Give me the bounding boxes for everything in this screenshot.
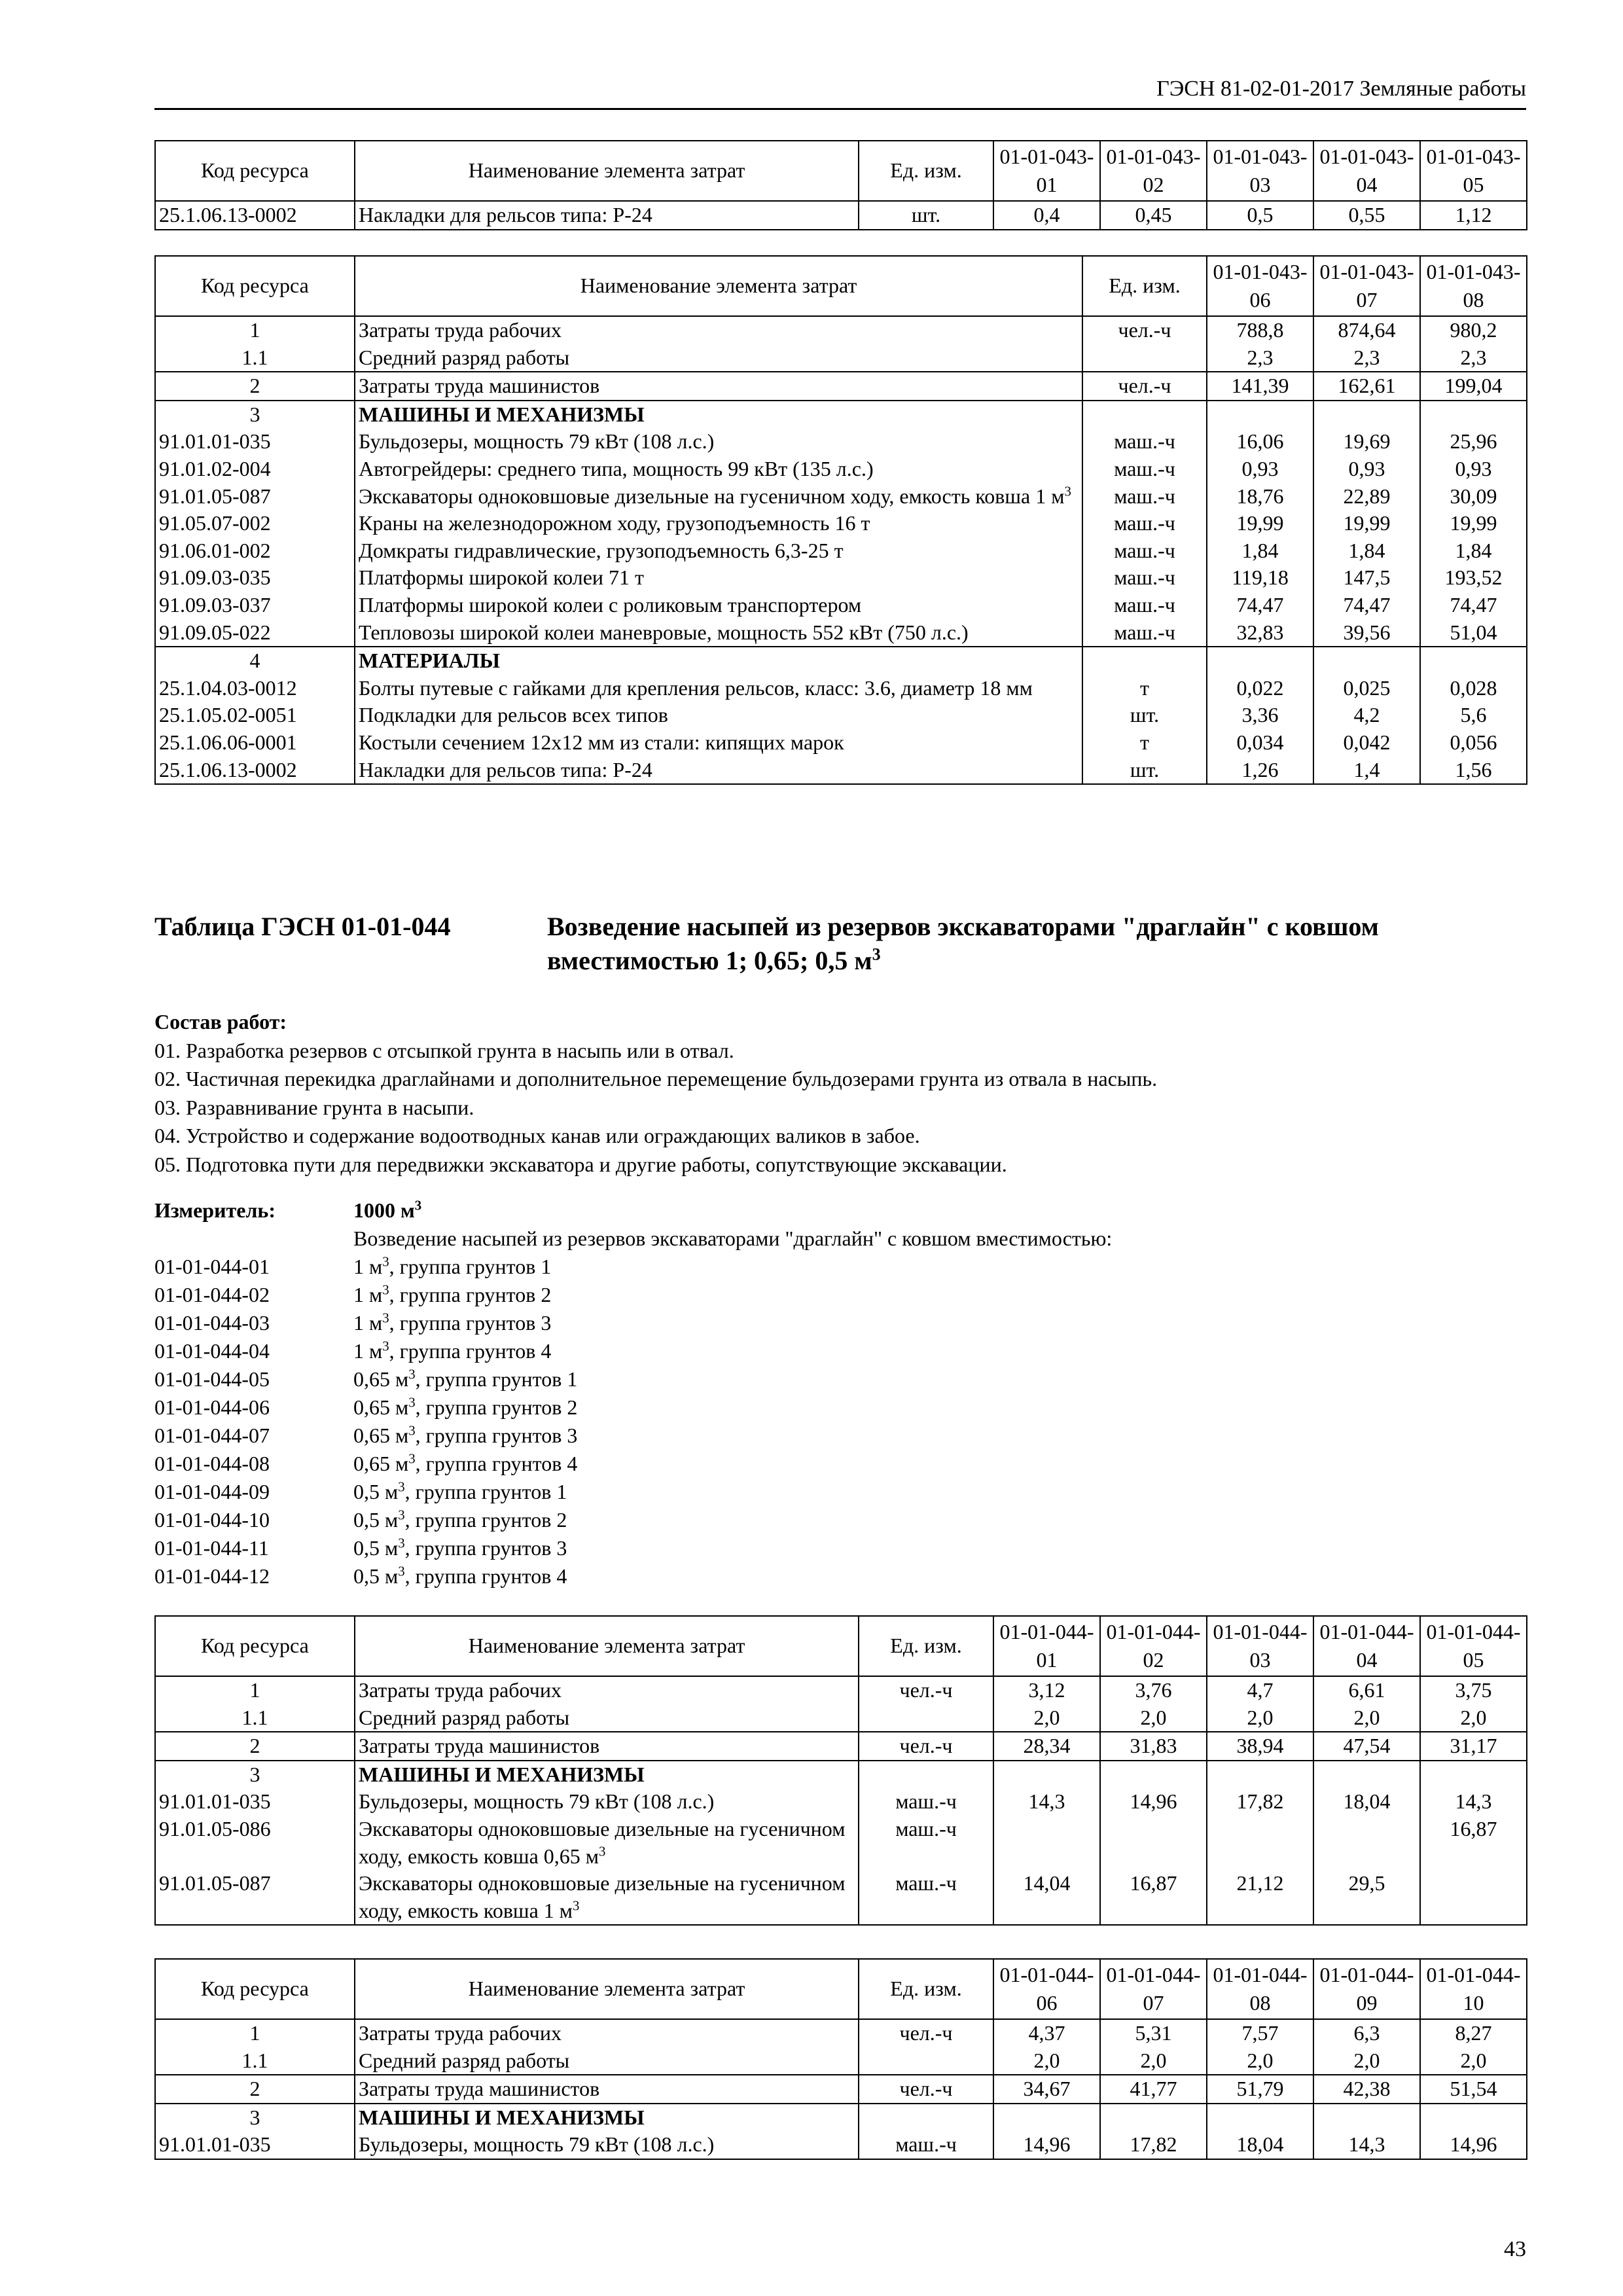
col-header: Ед. изм. [859,141,993,201]
section-row: 3 МАШИНЫ И МЕХАНИЗМЫ [155,401,1527,429]
composition-item: 04. Устройство и содержание водоотводных канав или ограждающих валиков в забое. [154,1124,920,1147]
table-row: 1 Затраты труда рабочих чел.-ч 788,8 874,64 980,2 [155,316,1527,344]
table-row: 25.1.06.06-0001 Костыли сечением 12х12 мм из стали: кипящих марок т 0,034 0,042 0,056 [155,729,1527,757]
table-title-label: Таблица ГЭСН 01-01-044 [154,912,451,941]
meter-section: Измеритель: 1000 $м^3$ Возведение насыпей из резервов экскаваторами "драглайн" с ковшом вместимостью: 01-01-044-01 1 $м^3$, группа грунтов 1 01-01-044-02 1 $м^3$, группа грунтов 2 01-01-044-03 1 $м^3$, группа грунтов 3 01-01-044-04 1 $м^3$, группа грунтов 4 01-01-044-05 0,65 $м^3$, группа грунтов 1 01-01-044-06 0,65 $м^3$, группа грунтов 2 01-01-044-07 0,65 $м^3$, группа грунтов 3 01-01-044-08 0,65 $м^3$, группа грунтов 4 01-01-044-09 0,5 $м^3$, группа грунтов 1 01-01-044-10 0,5 $м^3$, группа грунтов 2 01-01-044-11 0,5 $м^3$, группа грунтов 3 01-01-044-12 0,5 $м^3$, группа грунтов 4 [154,1196,1526,1590]
table-row: 91.01.01-035 Бульдозеры, мощность 79 кВт (108 л.с.) маш.-ч 14,96 17,82 18,04 14,3 14,96 [155,2131,1527,2159]
meter-label: Измеритель: [154,1198,276,1222]
table-row: 91.09.05-022 Тепловозы широкой колеи маневровые, мощность 552 кВт (750 л.с.) маш.-ч 32,83 39,56 51,04 [155,619,1527,647]
col-header: 01-01-043-04 [1313,141,1420,201]
table-row: 1 Затраты труда рабочих чел.-ч 3,12 3,76 4,7 6,61 3,75 [155,1676,1527,1704]
section-row: 4 МАТЕРИАЛЫ [155,647,1527,675]
table-row: 91.05.07-002 Краны на железнодорожном ходу, грузоподъемность 16 т маш.-ч 19,99 19,99 19,99 [155,510,1527,537]
table-row: 2 Затраты труда машинистов чел.-ч 28,34 31,83 38,94 47,54 31,17 [155,1732,1527,1761]
meter-item: 01-01-044-03 1 $м^3$, группа грунтов 3 [154,1310,552,1335]
meter-item: 01-01-044-02 1 $м^3$, группа грунтов 2 [154,1282,552,1306]
table-row: 91.09.03-035 Платформы широкой колеи 71 т маш.-ч 119,18 147,5 193,52 [155,564,1527,592]
table-row: 91.01.01-035 Бульдозеры, мощность 79 кВт (108 л.с.) маш.-ч 14,3 14,96 17,82 18,04 14,3 [155,1788,1527,1816]
table-row: 25.1.04.03-0012 Болты путевые с гайками для крепления рельсов, класс: 3.6, диаметр 18 мм т 0,022 0,025 0,028 [155,675,1527,702]
table-header-row: Код ресурса Наименование элемента затрат Ед. изм. 01-01-043-06 01-01-043-07 01-01-043-08 [155,256,1527,316]
meter-item: 01-01-044-07 0,65 $м^3$, группа грунтов 3 [154,1423,578,1447]
table-row: 91.01.05-087 Экскаваторы одноковшовые дизельные на гусеничном ходу, емкость ковша 1 $м^3$ маш.-ч 14,04 16,87 21,12 29,5 [155,1870,1527,1925]
meter-item: 01-01-044-10 0,5 $м^3$, группа грунтов 2 [154,1507,567,1532]
table-title-text: Возведение насыпей из резервов экскаваторами "драглайн" с ковшом вместимостью 1; 0,65; 0,5 м [547,912,1379,975]
page-number: 43 [1504,2237,1526,2261]
section-row: 3 МАШИНЫ И МЕХАНИЗМЫ [155,2104,1527,2132]
resource-table-044-06-10 [154,1958,1527,2160]
resource-table-043-01-05 [154,140,1527,230]
col-header: Код ресурса [155,141,355,201]
meter-item: 01-01-044-08 0,65 $м^3$, группа грунтов 4 [154,1451,578,1475]
table-row: 1.1 Средний разряд работы 2,0 2,0 2,0 2,0 2,0 [155,2047,1527,2075]
table-row: 1 Затраты труда рабочих чел.-ч 4,37 5,31 7,57 6,3 8,27 [155,2019,1527,2047]
table-row: 91.01.05-086 Экскаваторы одноковшовые дизельные на гусеничном ходу, емкость ковша 0,65 $м^3$ маш.-ч 16,87 [155,1816,1527,1870]
meter-item: 01-01-044-04 1 $м^3$, группа грунтов 4 [154,1338,552,1363]
table-header-row [155,141,1527,201]
meter-item: 01-01-044-11 0,5 $м^3$, группа грунтов 3 [154,1535,567,1560]
doc-title: ГЭСН 81-02-01-2017 Земляные работы [1156,77,1526,101]
table-row: 91.01.01-035 Бульдозеры, мощность 79 кВт (108 л.с.) маш.-ч 16,06 19,69 25,96 [155,428,1527,456]
meter-item: 01-01-044-12 0,5 $м^3$, группа грунтов 4 [154,1564,567,1588]
table-header-row: Код ресурса Наименование элемента затрат Ед. изм. 01-01-044-01 01-01-044-02 01-01-044-03 01-01-044-04 01-01-044-05 [155,1616,1527,1676]
table-row: 91.09.03-037 Платформы широкой колеи с роликовым транспортером маш.-ч 74,47 74,47 74,47 [155,592,1527,619]
meter-item: 01-01-044-06 0,65 $м^3$, группа грунтов 2 [154,1395,578,1419]
table-row: 25.1.06.13-0002 Накладки для рельсов типа: Р-24 шт. 0,4 0,45 0,5 0,55 1,12 [155,201,1527,230]
page-header [154,74,1526,110]
meter-item: 01-01-044-09 0,5 $м^3$, группа грунтов 1 [154,1479,567,1503]
table-row: 91.01.02-004 Автогрейдеры: среднего типа, мощность 99 кВт (135 л.с.) маш.-ч 0,93 0,93 0,93 [155,456,1527,483]
section-row: 3 МАШИНЫ И МЕХАНИЗМЫ [155,1761,1527,1789]
composition-of-works [154,1008,1526,1179]
col-header: Наименование элемента затрат [355,141,859,201]
meter-item: 01-01-044-05 0,65 $м^3$, группа грунтов 1 [154,1367,578,1391]
table-row: 1.1 Средний разряд работы 2,0 2,0 2,0 2,0 2,0 [155,1704,1527,1732]
table-row: 1.1 Средний разряд работы 2,3 2,3 2,3 [155,344,1527,372]
table-header-row: Код ресурса Наименование элемента затрат Ед. изм. 01-01-044-06 01-01-044-07 01-01-044-08 01-01-044-09 01-01-044-10 [155,1959,1527,2019]
resource-table-044-01-05 [154,1615,1527,1926]
resource-table-043-06-08 [154,255,1527,785]
meter-unit: 1000 м [353,1198,415,1222]
composition-item: 02. Частичная перекидка драглайнами и дополнительное перемещение бульдозерами грунта из отвала в насыпь. [154,1067,1158,1090]
table-row: 91.06.01-002 Домкраты гидравлические, грузоподъемность 6,3-25 т маш.-ч 1,84 1,84 1,84 [155,537,1527,565]
meter-item: 01-01-044-01 1 $м^3$, группа грунтов 1 [154,1254,552,1278]
col-header: 01-01-043-02 [1100,141,1207,201]
table-row: 25.1.06.13-0002 Накладки для рельсов типа: Р-24 шт. 1,26 1,4 1,56 [155,757,1527,785]
composition-title: Состав работ: [154,1010,287,1033]
col-header: 01-01-043-05 [1420,141,1527,201]
col-header: 01-01-043-01 [993,141,1100,201]
table-row: 25.1.05.02-0051 Подкладки для рельсов всех типов шт. 3,36 4,2 5,6 [155,702,1527,729]
composition-item: 03. Разравнивание грунта в насыпи. [154,1095,474,1119]
meter-description: Возведение насыпей из резервов экскаваторами "драглайн" с ковшом вместимостью: [353,1227,1113,1250]
composition-item: 05. Подготовка пути для передвижки экскаватора и другие работы, сопутствующие экскавации. [154,1152,1007,1176]
table-row: 2 Затраты труда машинистов чел.-ч 141,39 162,61 199,04 [155,372,1527,401]
col-header: 01-01-043-03 [1207,141,1313,201]
table-row: 2 Затраты труда машинистов чел.-ч 34,67 41,77 51,79 42,38 51,54 [155,2075,1527,2104]
table-row: 91.01.05-087 Экскаваторы одноковшовые дизельные на гусеничном ходу, емкость ковша 1 $м^3$ маш.-ч 18,76 22,89 30,09 [155,483,1527,511]
composition-item: 01. Разработка резервов с отсыпкой грунта в насыпь или в отвал. [154,1038,734,1062]
